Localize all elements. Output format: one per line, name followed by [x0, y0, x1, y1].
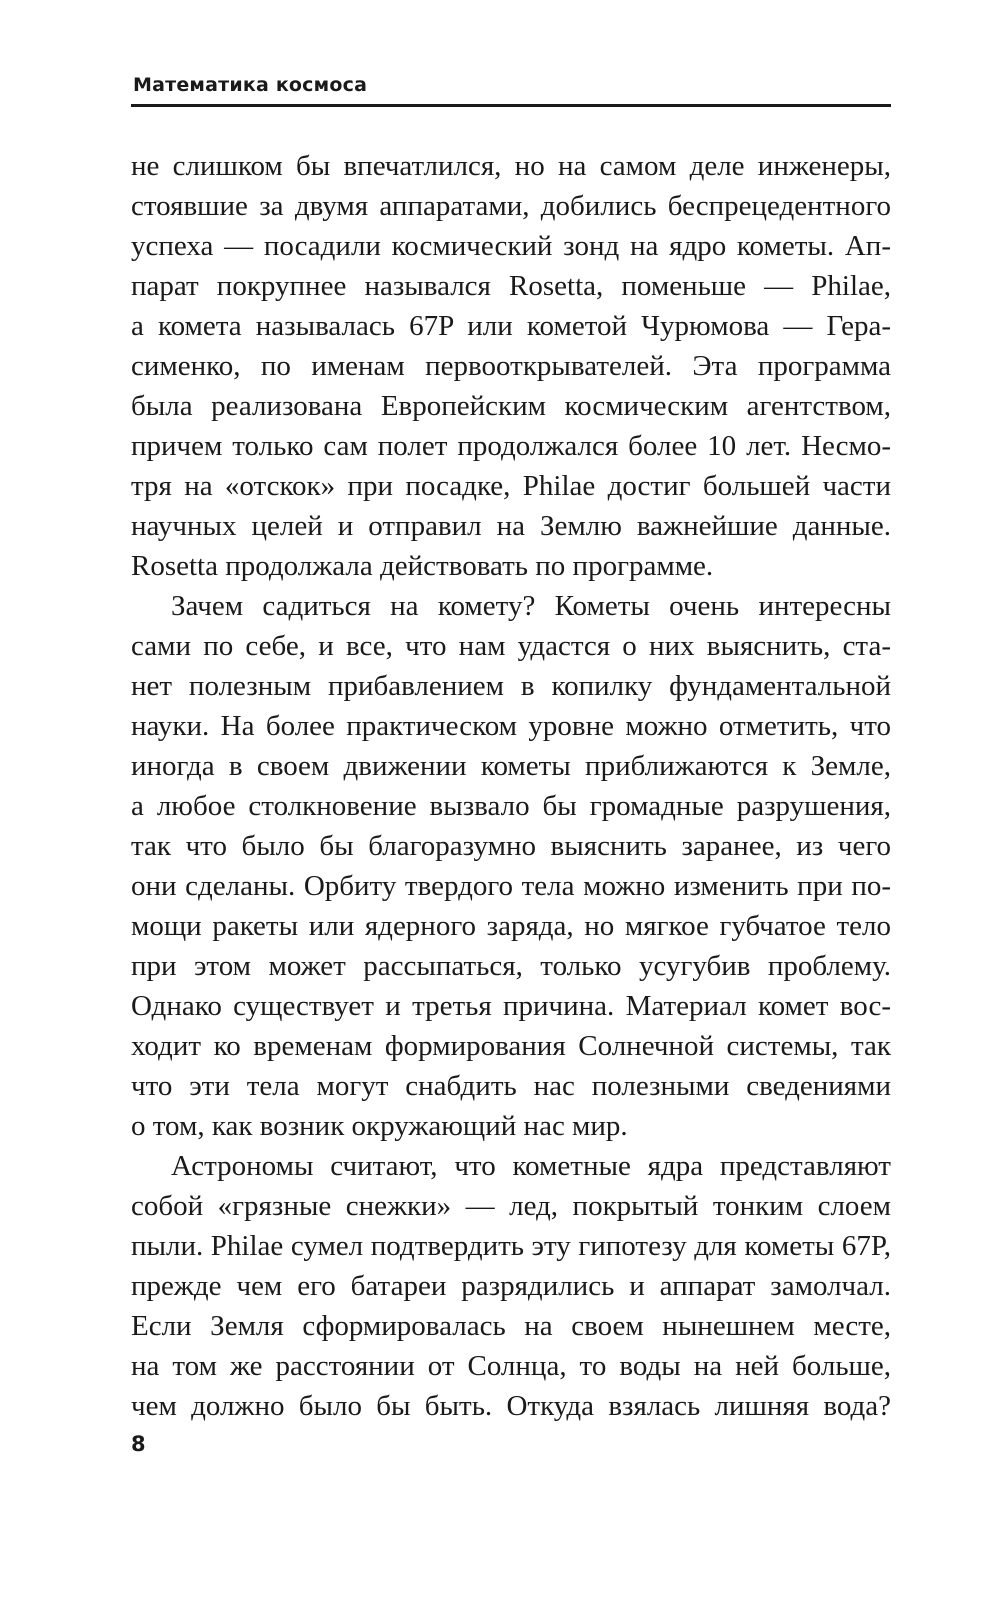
- text-line: ходит ко временам формирования Солнечной системы, так: [131, 1030, 891, 1062]
- paragraph-1: [131, 146, 891, 586]
- text-line: успеха — посадили космический зонд на ядро кометы. Ап-: [131, 230, 891, 262]
- text-line: сименко, по именам первооткрывателей. Эта программа: [131, 350, 891, 382]
- text-line: Зачем садиться на комету? Кометы очень интересны: [171, 590, 891, 622]
- text-line: а любое столкновение вызвало бы громадные разрушения,: [131, 790, 891, 822]
- text-line: Однако существует и третья причина. Материал комет вос-: [131, 990, 891, 1022]
- text-line: прежде чем его батареи разрядились и аппарат замолчал.: [131, 1270, 891, 1302]
- text-line: научных целей и отправил на Землю важнейшие данные.: [131, 510, 891, 542]
- text-line: о том, как возник окружающий нас мир.: [131, 1110, 628, 1142]
- text-line: науки. На более практическом уровне можно отметить, что: [131, 710, 891, 742]
- body-text: [131, 146, 891, 1426]
- text-line: иногда в своем движении кометы приближаются к Земле,: [131, 750, 891, 782]
- text-line: а комета называлась 67P или кометой Чурюмова — Гера-: [131, 310, 891, 342]
- text-line: собой «грязные снежки» — лед, покрытый тонким слоем: [131, 1190, 891, 1222]
- running-title: Математика космоса: [133, 74, 368, 96]
- text-line: парат покрупнее назывался Rosetta, поменьше — Philae,: [131, 270, 891, 302]
- page-number: 8: [131, 1432, 146, 1456]
- text-line: мощи ракеты или ядерного заряда, но мягкое губчатое тело: [131, 910, 891, 942]
- paragraph-2: [131, 586, 891, 1146]
- text-line: что эти тела могут снабдить нас полезными сведениями: [131, 1070, 891, 1102]
- paragraph-3: [131, 1146, 891, 1426]
- text-line: причем только сам полет продолжался более 10 лет. Несмо-: [131, 430, 891, 462]
- text-line: Rosetta продолжала действовать по программе.: [131, 550, 714, 582]
- text-line: Если Земля сформировалась на своем нынешнем месте,: [131, 1310, 891, 1342]
- text-line: нет полезным прибавлением в копилку фундаментальной: [131, 670, 891, 702]
- text-line: пыли. Philae сумел подтвердить эту гипотезу для кометы 67P,: [131, 1230, 891, 1262]
- text-line: не слишком бы впечатлился, но на самом деле инженеры,: [131, 150, 891, 182]
- text-line: тря на «отскок» при посадке, Philae достиг большей части: [131, 470, 891, 502]
- text-line: они сделаны. Орбиту твердого тела можно изменить при по-: [131, 870, 891, 902]
- text-line: при этом может рассыпаться, только усугубив проблему.: [131, 950, 891, 982]
- header-rule: [131, 104, 891, 107]
- text-line: Астрономы считают, что кометные ядра представляют: [171, 1150, 891, 1182]
- text-line: на том же расстоянии от Солнца, то воды на ней больше,: [131, 1350, 891, 1382]
- text-line: стоявшие за двумя аппаратами, добились беспрецедентного: [131, 190, 891, 222]
- text-line: так что было бы благоразумно выяснить заранее, из чего: [131, 830, 891, 862]
- text-line: была реализована Европейским космическим агентством,: [131, 390, 891, 422]
- text-line: чем должно было бы быть. Откуда взялась лишняя вода?: [131, 1390, 891, 1422]
- text-line: сами по себе, и все, что нам удастся о них выяснить, ста-: [131, 630, 891, 662]
